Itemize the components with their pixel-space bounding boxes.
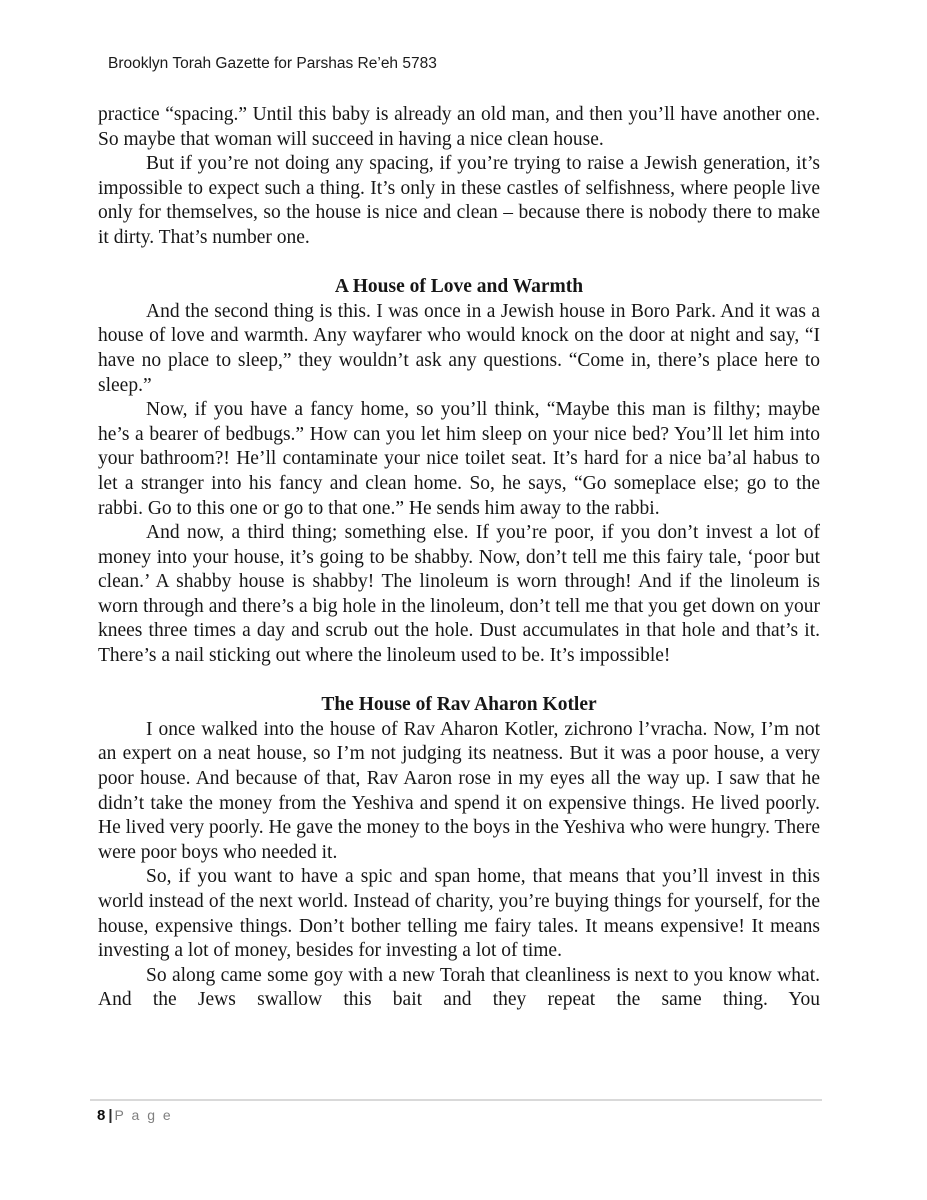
- footer-separator: |: [108, 1107, 113, 1124]
- paragraph: I once walked into the house of Rav Aharon Kotler, zichrono l’vracha. Now, I’m not an expert on a neat house, so I’m not judging its neatness. But it was a poor house, a very poor house. And because of that, Rav Aaron rose in my eyes all the way up. I saw that he didn’t take the money from the Yeshiva and spend it on expensive things. He lived poorly. He lived very poorly. He gave the money to the boys in the Yeshiva who were hungry. There were poor boys who needed it.: [98, 718, 820, 863]
- paragraph: practice “spacing.” Until this baby is already an old man, and then you’ll have another one. So maybe that woman will succeed in having a nice clean house.: [98, 104, 820, 150]
- page-number: 8: [97, 1107, 106, 1124]
- section-heading: The House of Rav Aharon Kotler: [321, 694, 597, 716]
- page-header: [108, 55, 437, 73]
- section-heading: A House of Love and Warmth: [334, 276, 584, 298]
- paragraph: But if you’re not doing any spacing, if you’re trying to raise a Jewish generation, it’s impossible to expect such a thing. It’s only in these castles of selfishness, where people live only for themselves, so the house is nice and clean – because there is nobody there to make it dirty. That’s number one.: [98, 153, 820, 248]
- footer-page-label: P a g e: [114, 1107, 173, 1123]
- paragraph: Now, if you have a fancy home, so you’ll think, “Maybe this man is filthy; maybe he’s a bearer of bedbugs.” How can you let him sleep on your nice bed? You’ll let him into your bathroom?! He’ll contaminate your nice toilet seat. It’s hard for a nice ba’al habus to let a stranger into his fancy and clean home. So, he says, “Go someplace else; go to the rabbi. Go to this one or go to that one.” He sends him away to the rabbi.: [98, 399, 820, 519]
- header-title: Brooklyn Torah Gazette for Parshas Re’eh 5783: [108, 55, 437, 72]
- page-footer: [90, 1099, 822, 1125]
- document-body: [98, 103, 820, 1013]
- paragraph: So along came some goy with a new Torah that cleanliness is next to you know what. And the Jews swallow this bait and they repeat the same thing. You: [98, 964, 820, 1011]
- paragraph: And now, a third thing; something else. If you’re poor, if you don’t invest a lot of money into your house, it’s going to be shabby. Now, don’t tell me this fairy tale, ‘poor but clean.’ A shabby house is shabby! The linoleum is worn through! And if the linoleum is worn through and there’s a big hole in the linoleum, don’t tell me that you get down on your knees three times a day and scrub out the hole. Dust accumulates in that hole and that’s it. There’s a nail sticking out where the linoleum used to be. It’s impossible!: [98, 522, 820, 667]
- paragraph: And the second thing is this. I was once in a Jewish house in Boro Park. And it was a house of love and warmth. Any wayfarer who would knock on the door at night and say, “I have no place to sleep,” they wouldn’t ask any questions. “Come in, there’s place here to sleep.”: [98, 300, 820, 396]
- paragraph: So, if you want to have a spic and span home, that means that you’ll invest in this world instead of the next world. Instead of charity, you’re buying things for yourself, for the house, expensive things. Don’t bother telling me fairy tales. It means expensive! It means investing a lot of money, besides for investing a lot of time.: [98, 866, 820, 962]
